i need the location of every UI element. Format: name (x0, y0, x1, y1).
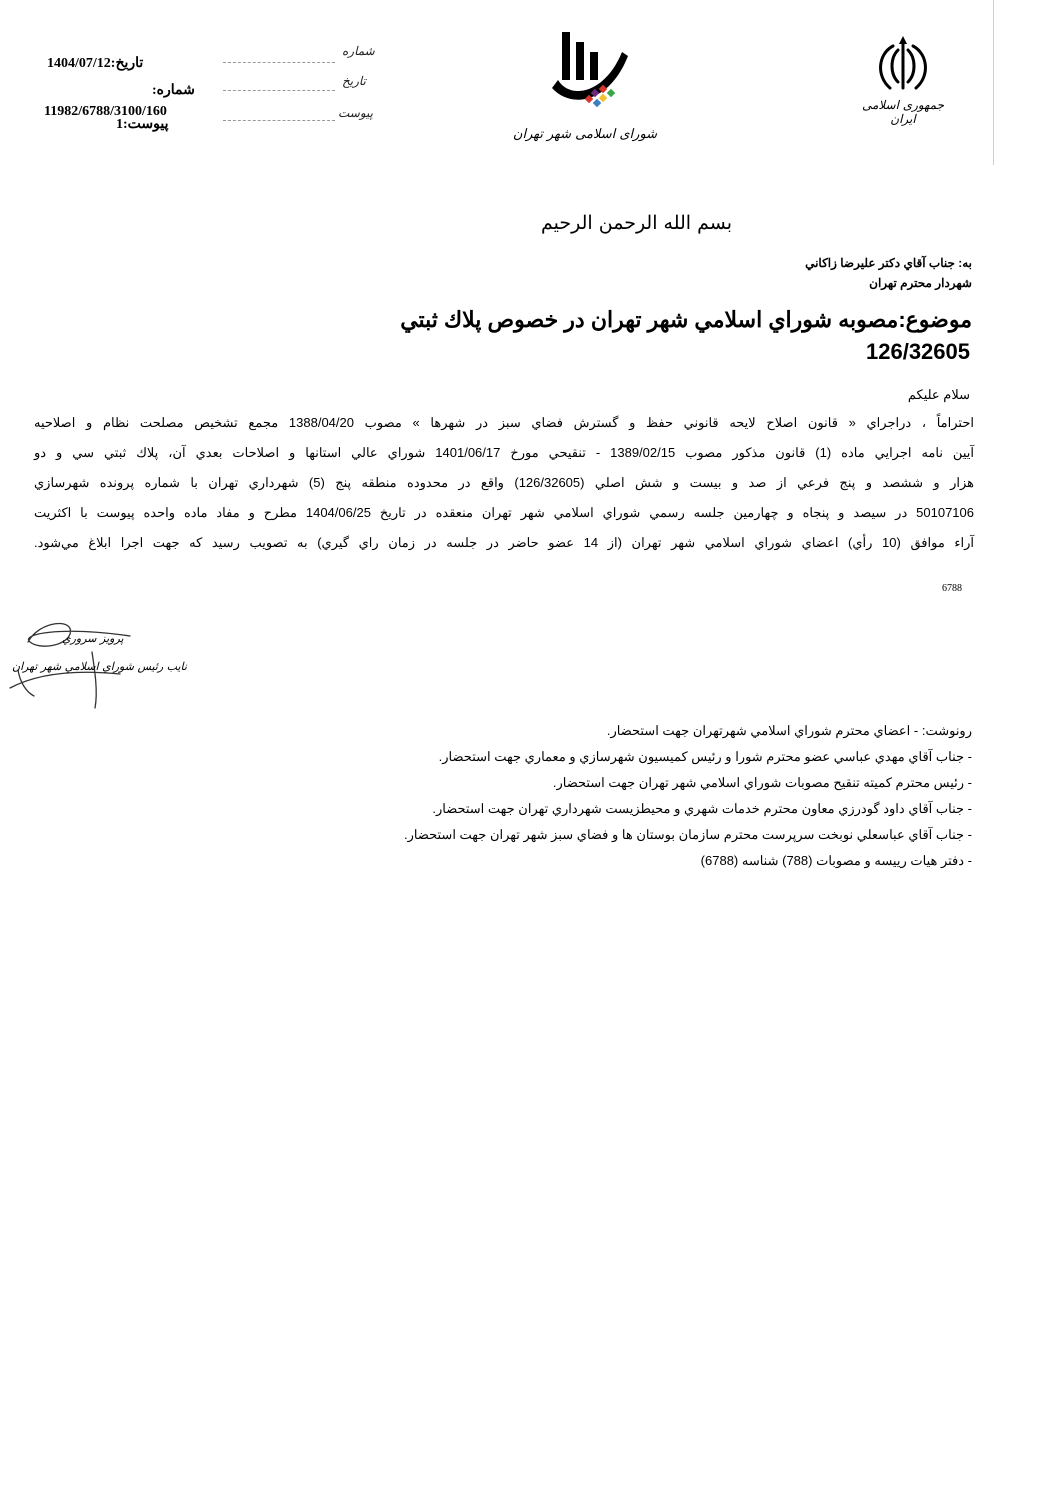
page-edge-rule (993, 0, 994, 165)
letter-attachment: پيوست:1 (116, 117, 169, 132)
council-name-text: شورای اسلامی شهر تهران (512, 127, 658, 142)
body-line: آراء موافق (10 رأي) اعضاي شوراي اسلامي شهر تهران (از 14 عضو حاضر در جلسه در زمان راي گيري) به تصويب رسيد كه جهت اجرا ابلاغ مي‌شود. (34, 535, 975, 550)
subject-plate-number: 126/32605 (866, 339, 970, 364)
signature-block (0, 612, 200, 712)
letter-number: 11982/6788/3100/160 (44, 104, 167, 119)
recipient-title: شهردار محترم تهران (869, 276, 972, 290)
greeting: سلام عليكم (907, 387, 970, 402)
iran-emblem (848, 36, 958, 126)
signatory-title: نايب رئيس شوراي اسلامي شهر تهران (12, 660, 187, 673)
cc-item: - جناب آقاي داود گودرزي معاون محترم خدمات شهري و محيطزيست شهرداري تهران جهت استحضار. (432, 801, 972, 816)
recipient-line: به: جناب آقاي دكتر عليرضا زاكاني (805, 256, 972, 270)
iran-name-text: جمهوری اسلامی ایران (861, 98, 945, 126)
council-logo-icon (500, 30, 670, 115)
cc-list (404, 718, 972, 874)
iran-emblem-icon (848, 36, 958, 96)
basmala: بسم الله الرحمن الرحيم (541, 212, 732, 234)
form-label-attachment: پیوست (338, 106, 373, 120)
cc-item: - دفتر هيات رييسه و مصوبات (788) شناسه (6788) (700, 853, 972, 868)
letter-number-label: شماره: (152, 83, 195, 98)
body-line: احتراماً ، دراجراي « قانون اصلاح لايحه قانوني حفظ و گسترش فضاي سبز در شهرها » مصوب 1388/04/20 مجمع تشخيص مصلحت نظام و اصلاحيه (34, 415, 974, 430)
reference-code: 6788 (942, 583, 962, 594)
form-label-date: تاریخ (342, 74, 366, 88)
letter-date: 1404/07/12:تاريخ (47, 56, 144, 71)
cc-item: - رئيس محترم كميته تنقيح مصوبات شوراي اسلامي شهر تهران جهت استحضار. (552, 775, 972, 790)
form-line-attachment (223, 120, 335, 121)
body-line: هزار و ششصد و پنج فرعي از صد و بيست و شش اصلي (126/32605) واقع در محدوده منطقه پنج (5) شهرداري تهران با شماره پرونده شهرسازي (34, 475, 974, 490)
cc-item: - جناب آقاي مهدي عباسي عضو محترم شورا و رئيس كميسيون شهرسازي و معماري جهت استحضار. (438, 749, 972, 764)
letter-body (34, 408, 974, 558)
council-logo (500, 30, 670, 160)
form-line-number (223, 62, 335, 63)
subject-line: موضوع:مصوبه شوراي اسلامي شهر تهران در خصوص پلاك ثبتي (400, 307, 972, 332)
signatory-name: پرويز سروري (62, 632, 124, 645)
cc-item: - جناب آقاي عباسعلي نوبخت سرپرست محترم سازمان بوستان ها و فضاي سبز شهر تهران جهت استحضار. (403, 827, 972, 842)
body-line: آيين نامه اجرايي ماده (1) قانون مذكور مصوب 1389/02/15 - تنقيحي مورخ 1401/06/17 شوراي عالي استانها و اصلاحات بعدي آن، پلاك ثبتي سي و دو (34, 445, 974, 460)
cc-item: رونوشت: - اعضاي محترم شوراي اسلامي شهرتهران جهت استحضار. (606, 723, 972, 738)
body-line: 50107106 در سيصد و پنجاه و چهارمين جلسه رسمي شوراي اسلامي شهر تهران منعقده در تاريخ 1404/06/25 مطرح و مفاد ماده واحده پيوست با اكثريت (34, 505, 974, 520)
form-label-number: شماره (342, 44, 375, 58)
form-line-date (223, 90, 335, 91)
